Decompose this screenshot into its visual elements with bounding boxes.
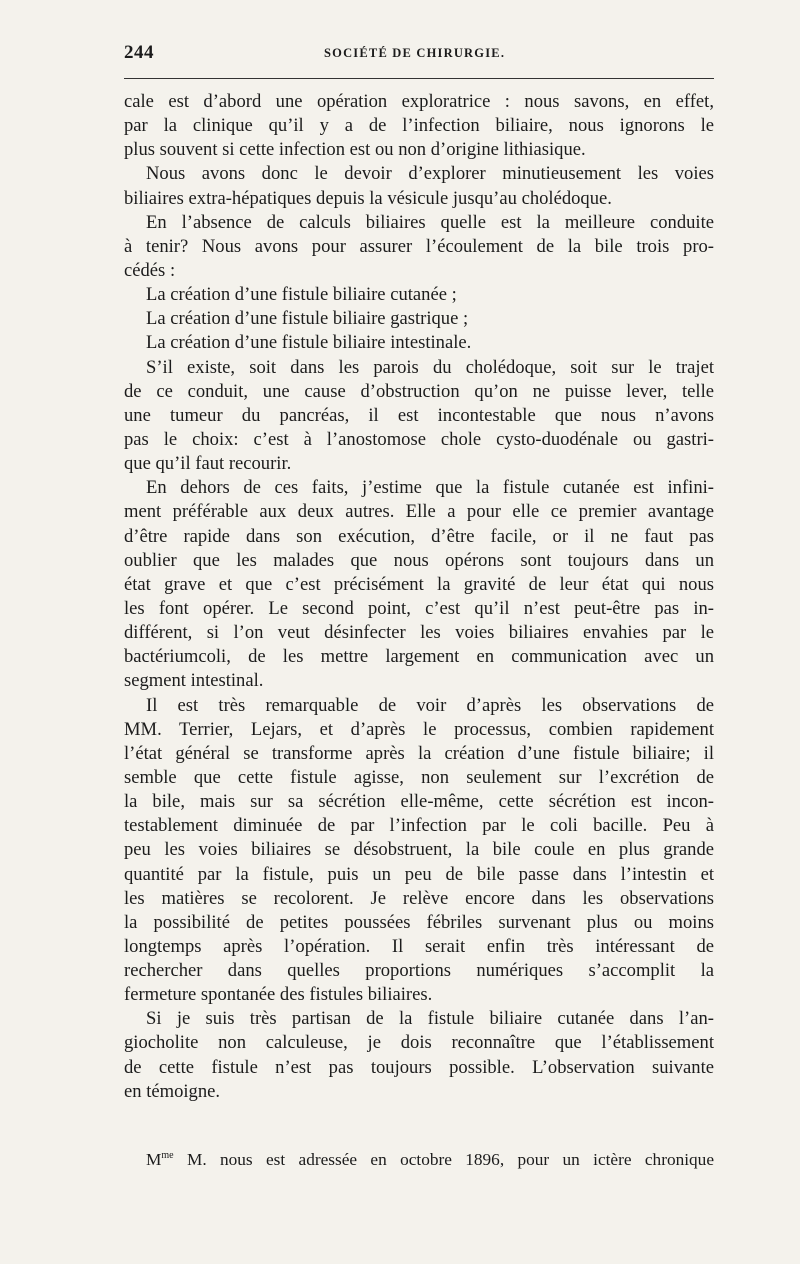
text-line: cale est d’abord une opération exploratrice : nous savons, en effet, bbox=[124, 91, 714, 112]
text-line: ment préférable aux deux autres. Elle a pour elle ce premier avantage bbox=[124, 501, 714, 523]
closing-line bbox=[146, 1148, 714, 1172]
text-line: semble que cette fistule agisse, non seulement sur l’excrétion de bbox=[124, 766, 714, 788]
text-line: S’il existe, soit dans les parois du cholédoque, soit sur le trajet bbox=[146, 356, 714, 378]
text-line: la possibilité de petites poussées fébriles survenant plus ou moins bbox=[124, 911, 714, 933]
text-line: La création d’une fistule biliaire intestinale. bbox=[146, 332, 472, 354]
text-line: pas le choix: c’est à l’anostomose chole cysto-duodénale ou gastri- bbox=[124, 428, 714, 450]
text-line: bactériumcoli, de les mettre largement en communication avec un bbox=[124, 646, 714, 668]
text-line: les font opérer. Le second point, c’est qu’il n’est peut-être pas in- bbox=[124, 597, 714, 619]
text-line: l’état général se transforme après la création d’une fistule biliaire; il bbox=[124, 742, 714, 764]
text-line: de cette fistule n’est pas toujours possible. L’observation suivante bbox=[124, 1056, 714, 1078]
text-line: testablement diminuée de par l’infection par le coli bacille. Peu à bbox=[124, 815, 714, 837]
text-line: cédés : bbox=[124, 259, 176, 281]
closing-text: M. nous est adressée en octobre 1896, pour un ictère chronique bbox=[173, 1150, 714, 1169]
text-line: biliaires extra-hépatiques depuis la vésicule jusqu’au cholédoque. bbox=[124, 187, 612, 209]
text-line: La création d’une fistule biliaire gastrique ; bbox=[146, 308, 469, 330]
closing-superscript: me bbox=[161, 1150, 174, 1162]
page-header bbox=[124, 42, 714, 72]
text-line: Nous avons donc le devoir d’explorer minutieusement les voies bbox=[146, 163, 714, 185]
text-line: longtemps après l’opération. Il serait enfin très intéressant de bbox=[124, 935, 714, 957]
text-line: différent, si l’on veut désinfecter les voies biliaires envahies par le bbox=[124, 622, 714, 644]
text-line: la bile, mais sur sa sécrétion elle-même, cette sécrétion est incon- bbox=[124, 791, 714, 813]
text-line: MM. Terrier, Lejars, et d’après le processus, combien rapidement bbox=[124, 718, 714, 740]
text-line: peu les voies biliaires se désobstruent, la bile coule en plus grande bbox=[124, 839, 714, 861]
body-text bbox=[124, 90, 714, 1104]
text-line: oublier que les malades que nous opérons sont toujours dans un bbox=[124, 549, 714, 571]
text-line: en témoigne. bbox=[124, 1080, 221, 1102]
text-line: rechercher dans quelles proportions numériques s’accomplit la bbox=[124, 960, 714, 982]
text-line: état grave et que c’est précisément la gravité de leur état qui nous bbox=[124, 573, 714, 595]
closing-prefix: M bbox=[146, 1150, 162, 1169]
text-line: que qu’il faut recourir. bbox=[124, 453, 292, 475]
text-line: En l’absence de calculs biliaires quelle est la meilleure conduite bbox=[146, 211, 714, 233]
text-line: Il est très remarquable de voir d’après les observations de bbox=[146, 694, 714, 716]
text-line: segment intestinal. bbox=[124, 670, 264, 692]
text-line: quantité par la fistule, puis un peu de bile passe dans l’intestin et bbox=[124, 863, 714, 885]
header-rule bbox=[124, 78, 714, 79]
text-line: En dehors de ces faits, j’estime que la fistule cutanée est infini- bbox=[146, 477, 714, 499]
text-line: fermeture spontanée des fistules biliaires. bbox=[124, 984, 433, 1006]
text-line: à tenir? Nous avons pour assurer l’écoulement de la bile trois pro- bbox=[124, 235, 714, 257]
running-title: SOCIÉTÉ DE CHIRURGIE. bbox=[324, 46, 506, 60]
text-line: de ce conduit, une cause d’obstruction qu’on ne puisse lever, telle bbox=[124, 380, 714, 402]
text-line: par la clinique qu’il y a de l’infection biliaire, nous ignorons le bbox=[124, 115, 714, 137]
text-line: Si je suis très partisan de la fistule biliaire cutanée dans l’an- bbox=[146, 1008, 714, 1030]
text-line: plus souvent si cette infection est ou non d’origine lithiasique. bbox=[124, 139, 586, 161]
page-number: 244 bbox=[124, 42, 154, 63]
text-line: les matières se recolorent. Je relève encore dans les observations bbox=[124, 887, 714, 909]
text-line: d’être rapide dans son exécution, d’être facile, or il ne faut pas bbox=[124, 525, 714, 547]
text-line: giocholite non calculeuse, je dois reconnaître que l’établissement bbox=[124, 1032, 714, 1054]
text-line: une tumeur du pancréas, il est incontestable que nous n’avons bbox=[124, 404, 714, 426]
text-line: La création d’une fistule biliaire cutanée ; bbox=[146, 284, 457, 306]
